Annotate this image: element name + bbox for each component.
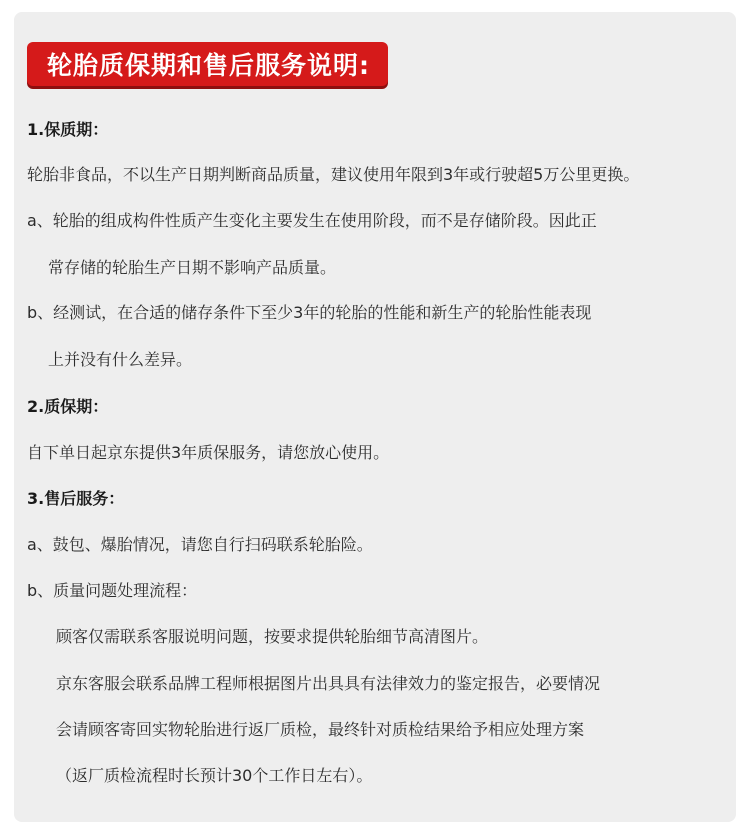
process-step-1: 顾客仅需联系客服说明问题，按要求提供轮胎细节高清图片。 bbox=[56, 627, 489, 646]
warranty-text: 轮胎非食品，不以生产日期判断商品质量，建议使用年限到3年或行驶超5万公里更换。 bbox=[27, 165, 640, 184]
after-sales-item-b: b、质量问题处理流程： bbox=[27, 581, 198, 600]
warranty-item-b-line2: 上并没有什么差异。 bbox=[48, 350, 193, 369]
warranty-item-a-line2: 常存储的轮胎生产日期不影响产品质量。 bbox=[48, 258, 337, 277]
page-title: 轮胎质保期和售后服务说明: bbox=[47, 51, 370, 80]
title-banner bbox=[27, 42, 388, 86]
guarantee-text: 自下单日起京东提供3年质保服务，请您放心使用。 bbox=[27, 443, 390, 462]
process-step-2-line1: 京东客服会联系品牌工程师根据图片出具具有法律效力的鉴定报告，必要情况 bbox=[56, 674, 601, 693]
process-step-2-line2: 会请顾客寄回实物轮胎进行返厂质检，最终针对质检结果给予相应处理方案 bbox=[56, 720, 585, 739]
warranty-item-a-line1: a、轮胎的组成构件性质产生变化主要发生在使用阶段，而不是存储阶段。因此正 bbox=[27, 211, 597, 230]
section-heading-guarantee: 2.质保期： bbox=[27, 397, 109, 416]
after-sales-item-a: a、鼓包、爆胎情况，请您自行扫码联系轮胎险。 bbox=[27, 535, 373, 554]
content-card bbox=[14, 12, 736, 822]
section-heading-after-sales: 3.售后服务： bbox=[27, 489, 125, 508]
warranty-item-b-line1: b、经测试，在合适的储存条件下至少3年的轮胎的性能和新生产的轮胎性能表现 bbox=[27, 303, 592, 322]
section-heading-warranty: 1.保质期： bbox=[27, 120, 109, 139]
process-step-3: （返厂质检流程时长预计30个工作日左右）。 bbox=[56, 766, 373, 785]
